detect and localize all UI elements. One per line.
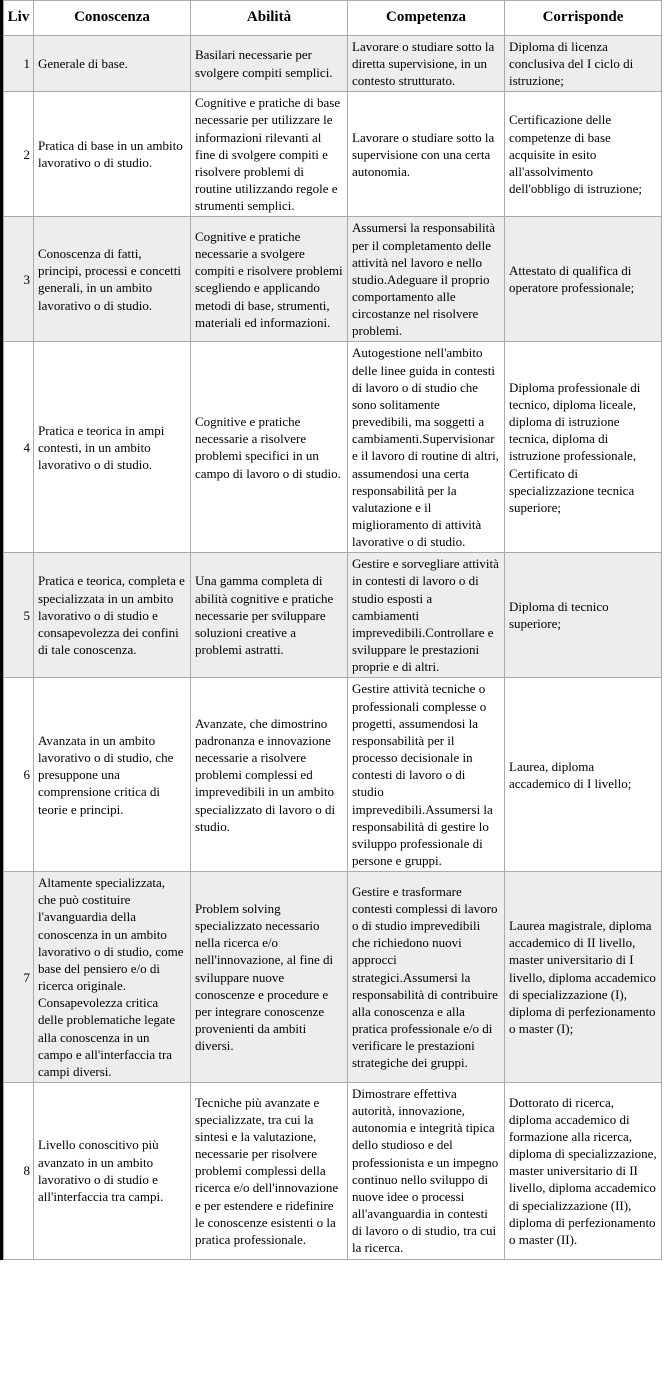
cell-abilita: Cognitive e pratiche necessarie a risolvere problemi specifici in un campo di lavoro o di studio. bbox=[191, 342, 348, 553]
cell-abilita: Basilari necessarie per svolgere compiti semplici. bbox=[191, 35, 348, 91]
cell-abilita: Cognitive e pratiche di base necessarie per utilizzare le informazioni rilevanti al fine di svolgere compiti e risolvere problemi di routine utilizzando regole e strumenti semplici. bbox=[191, 92, 348, 217]
level-number: 4 bbox=[4, 342, 34, 553]
level-number: 8 bbox=[4, 1083, 34, 1260]
cell-competenza: Dimostrare effettiva autorità, innovazione, autonomia e integrità tipica dello studioso e del professionista e un impegno continuo nello sviluppo di nuove idee o processi all'avanguardia in contesti di lavoro o di studio, tra cui la ricerca. bbox=[348, 1083, 505, 1260]
cell-competenza: Gestire e trasformare contesti complessi di lavoro o di studio imprevedibili che richiedono nuovi approcci strategici.Assumersi la responsabilità di contribuire alla conoscenza e alla pratica professionale e/o di verificare le prestazioni strategiche dei gruppi. bbox=[348, 872, 505, 1083]
cell-abilita: Tecniche più avanzate e specializzate, tra cui la sintesi e la valutazione, necessarie per risolvere problemi complessi della ricerca e/o dell'innovazione e per estendere e ridefinire le conoscenze esistenti o la pratica professionale. bbox=[191, 1083, 348, 1260]
level-number: 2 bbox=[4, 92, 34, 217]
column-header-conoscenza: Conoscenza bbox=[34, 1, 191, 36]
cell-competenza: Gestire attività tecniche o professionali complesse o progetti, assumendosi la responsabilità per il processo decisionale in contesti di lavoro o di studio imprevedibili.Assumersi la responsabilità di gestire lo sviluppo professionale di persone e gruppi. bbox=[348, 678, 505, 872]
level-number: 3 bbox=[4, 217, 34, 342]
cell-competenza: Assumersi la responsabilità per il completamento delle attività nel lavoro e nello studio.Adeguare il proprio comportamento alle circostanze nel risolvere problemi. bbox=[348, 217, 505, 342]
cell-corrisponde: Laurea, diploma accademico di I livello; bbox=[505, 678, 662, 872]
cell-conoscenza: Pratica di base in un ambito lavorativo o di studio. bbox=[34, 92, 191, 217]
cell-corrisponde: Diploma di licenza conclusiva del I ciclo di istruzione; bbox=[505, 35, 662, 91]
level-row-8 bbox=[4, 1083, 662, 1260]
cell-conoscenza: Altamente specializzata, che può costituire l'avanguardia della conoscenza in un ambito lavorativo o di studio, come base del pensiero e/o di ricerca originale. Consapevolezza critica delle problematiche legate alla conoscenza in un campo e all'interfaccia tra campi diversi. bbox=[34, 872, 191, 1083]
cell-conoscenza: Generale di base. bbox=[34, 35, 191, 91]
cell-corrisponde: Attestato di qualifica di operatore professionale; bbox=[505, 217, 662, 342]
cell-conoscenza: Conoscenza di fatti, principi, processi e concetti generali, in un ambito lavorativo o di studio. bbox=[34, 217, 191, 342]
cell-abilita: Cognitive e pratiche necessarie a svolgere compiti e risolvere problemi scegliendo e applicando metodi di base, strumenti, materiali ed informazioni. bbox=[191, 217, 348, 342]
level-row-5 bbox=[4, 553, 662, 678]
cell-abilita: Una gamma completa di abilità cognitive e pratiche necessarie per sviluppare soluzioni creative a problemi astratti. bbox=[191, 553, 348, 678]
cell-conoscenza: Livello conoscitivo più avanzato in un ambito lavorativo o di studio e all'interfaccia tra campi. bbox=[34, 1083, 191, 1260]
level-row-6 bbox=[4, 678, 662, 872]
cell-conoscenza: Pratica e teorica, completa e specializzata in un ambito lavorativo o di studio e consapevolezza dei confini di tale conoscenza. bbox=[34, 553, 191, 678]
cell-corrisponde: Diploma professionale di tecnico, diploma liceale, diploma di istruzione tecnica, diploma di istruzione professionale, Certificato di specializzazione tecnica superiore; bbox=[505, 342, 662, 553]
level-row-4 bbox=[4, 342, 662, 553]
header-row bbox=[4, 1, 662, 36]
cell-abilita: Problem solving specializzato necessario nella ricerca e/o nell'innovazione, al fine di sviluppare nuove conoscenze e procedure e per integrare conoscenze provenienti da ambiti diversi. bbox=[191, 872, 348, 1083]
level-row-1 bbox=[4, 35, 662, 91]
cell-corrisponde: Certificazione delle competenze di base acquisite in esito all'assolvimento dell'obbligo di istruzione; bbox=[505, 92, 662, 217]
cell-corrisponde: Diploma di tecnico superiore; bbox=[505, 553, 662, 678]
cell-conoscenza: Avanzata in un ambito lavorativo o di studio, che presuppone una comprensione critica di teorie e principi. bbox=[34, 678, 191, 872]
level-row-2 bbox=[4, 92, 662, 217]
level-number: 1 bbox=[4, 35, 34, 91]
cell-competenza: Lavorare o studiare sotto la diretta supervisione, in un contesto strutturato. bbox=[348, 35, 505, 91]
eqf-levels-table bbox=[3, 0, 662, 1260]
column-header-competenza: Competenza bbox=[348, 1, 505, 36]
cell-competenza: Gestire e sorvegliare attività in contesti di lavoro o di studio esposti a cambiamenti imprevedibili.Controllare e sviluppare le prestazioni proprie e di altri. bbox=[348, 553, 505, 678]
cell-abilita: Avanzate, che dimostrino padronanza e innovazione necessarie a risolvere problemi complessi ed imprevedibili in un ambito specializzato di lavoro o di studio. bbox=[191, 678, 348, 872]
cell-conoscenza: Pratica e teorica in ampi contesti, in un ambito lavorativo o di studio. bbox=[34, 342, 191, 553]
column-header-corrisponde: Corrisponde bbox=[505, 1, 662, 36]
level-number: 5 bbox=[4, 553, 34, 678]
column-header-abilita: Abilità bbox=[191, 1, 348, 36]
level-row-7 bbox=[4, 872, 662, 1083]
level-row-3 bbox=[4, 217, 662, 342]
level-number: 7 bbox=[4, 872, 34, 1083]
cell-corrisponde: Laurea magistrale, diploma accademico di II livello, master universitario di I livello, diploma accademico di specializzazione (I), diploma di perfezionamento o master (I); bbox=[505, 872, 662, 1083]
cell-competenza: Autogestione nell'ambito delle linee guida in contesti di lavoro o di studio che sono solitamente prevedibili, ma soggetti a cambiamenti.Supervisionare il lavoro di routine di altri, assumendosi una certa responsabilità per la valutazione e il miglioramento di attività lavorative o di studio. bbox=[348, 342, 505, 553]
cell-competenza: Lavorare o studiare sotto la supervisione con una certa autonomia. bbox=[348, 92, 505, 217]
column-header-liv: Liv bbox=[4, 1, 34, 36]
level-number: 6 bbox=[4, 678, 34, 872]
cell-corrisponde: Dottorato di ricerca, diploma accademico di formazione alla ricerca, diploma di specializzazione, master universitario di II livello, diploma accademico di specializzazione (II), diploma di perfezionamento o master (II). bbox=[505, 1083, 662, 1260]
